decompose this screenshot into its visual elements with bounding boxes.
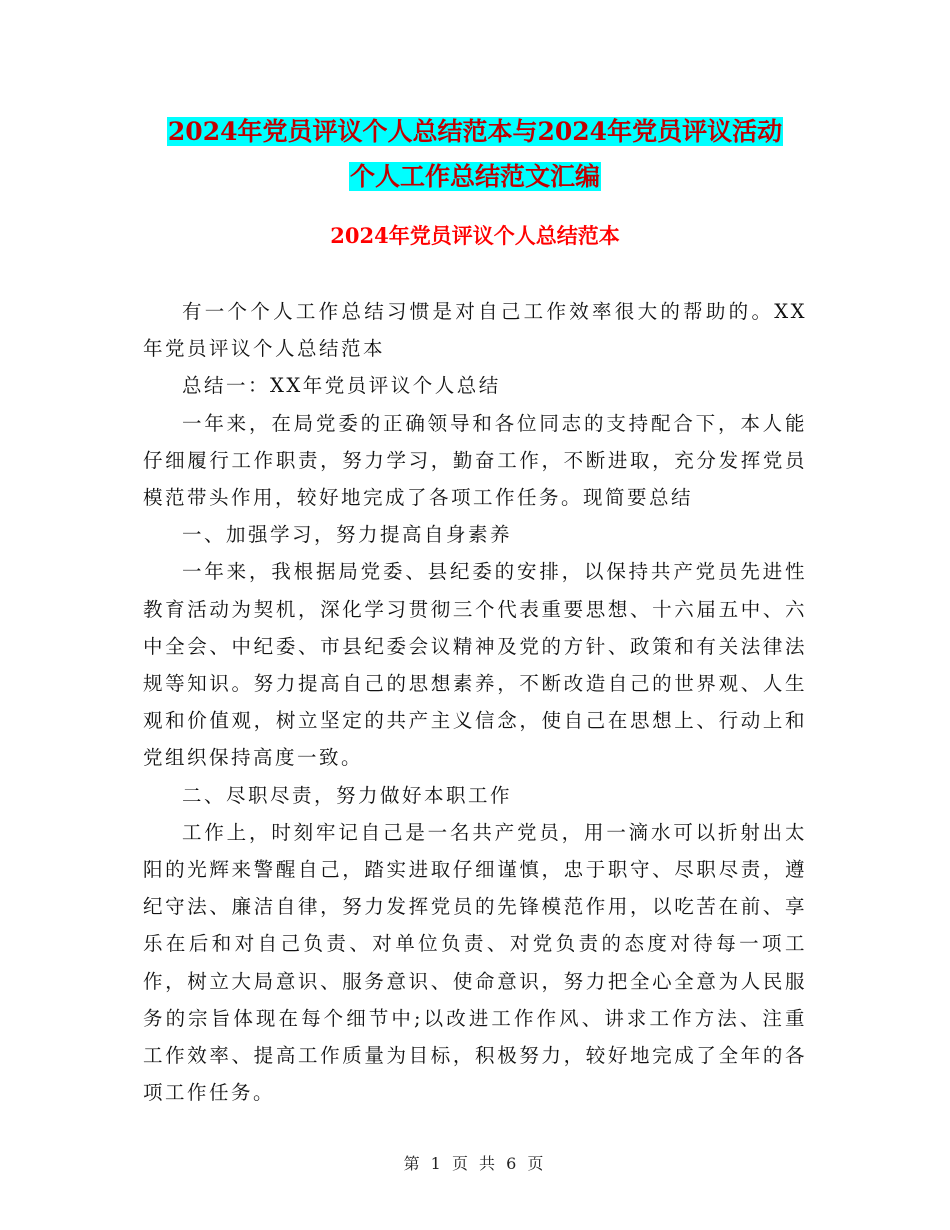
document-body [143,293,807,1111]
body-paragraph: 一年来，在局党委的正确领导和各位同志的支持配合下，本人能仔细履行工作职责，努力学习，勤奋工作，不断进取，充分发挥党员模范带头作用，较好地完成了各项工作任务。现简要总结 [143,411,807,510]
document-title-line-1-text: 2024年党员评议个人总结范本与2024年党员评议活动 [167,117,783,146]
body-paragraph: 一、加强学习，努力提高自身素养 [182,523,513,547]
section-heading: 2024年党员评议个人总结范本 [330,223,620,248]
body-paragraph: 总结一：XX年党员评议个人总结 [182,374,501,398]
body-paragraph: 工作上，时刻牢记自己是一名共产党员，用一滴水可以折射出太阳的光辉来警醒自己，踏实进取仔细谨慎，忠于职守、尽职尽责，遵纪守法、廉洁自律，努力发挥党员的先锋模范作用，以吃苦在前、享乐在后和对自己负责、对单位负责、对党负责的态度对待每一项工作，树立大局意识、服务意识、使命意识，努力把全心全意为人民服务的宗旨体现在每个细节中;以改进工作作风、讲求工作方法、注重工作效率、提高工作质量为目标，积极努力，较好地完成了全年的各项工作任务。 [143,820,807,1105]
document-title-line-2 [0,155,950,199]
document-title-line-2-text: 个人工作总结范文汇编 [349,162,600,191]
page-number-footer: 第 1 页 共 6 页 [403,1154,547,1173]
body-paragraph: 二、尽职尽责，努力做好本职工作 [182,783,513,807]
document-title-line-1 [0,110,950,154]
body-paragraph: 有一个个人工作总结习惯是对自己工作效率很大的帮助的。XX年党员评议个人总结范本 [143,300,807,361]
body-paragraph: 一年来，我根据局党委、县纪委的安排，以保持共产党员先进性教育活动为契机，深化学习贯彻三个代表重要思想、十六届五中、六中全会、中纪委、市县纪委会议精神及党的方针、政策和有关法律法规等知识。努力提高自己的思想素养，不断改造自己的世界观、人生观和价值观，树立坚定的共产主义信念，使自己在思想上、行动上和党组织保持高度一致。 [143,560,807,770]
